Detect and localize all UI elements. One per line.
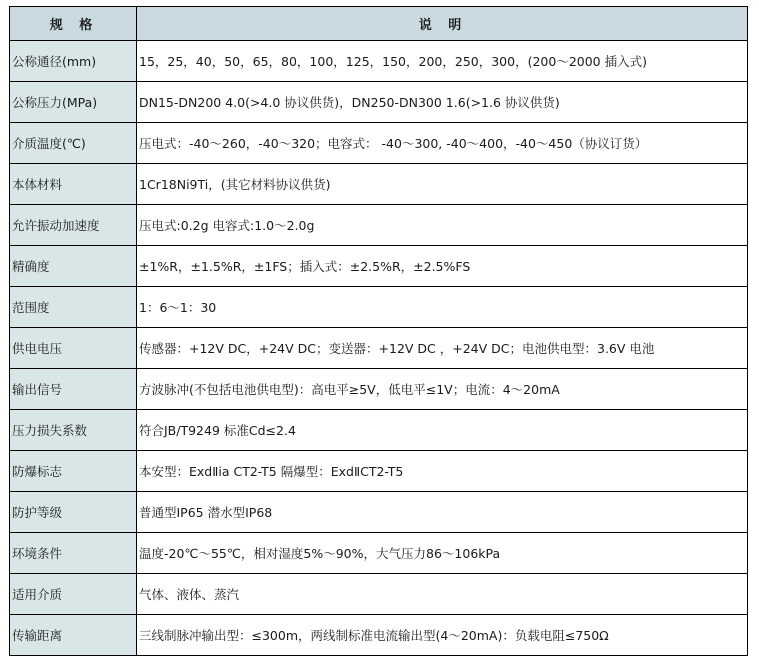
table-row [10,574,748,615]
row-label: 供电电压 [10,328,137,369]
row-label: 压力损失系数 [10,410,137,451]
row-value: DN15-DN200 4.0(>4.0 协议供货)，DN250-DN300 1.6(>1.6 协议供货) [137,82,748,123]
table-row [10,205,748,246]
row-label: 本体材料 [10,164,137,205]
row-value: 温度-20℃～55℃，相对湿度5%～90%，大气压力86～106kPa [137,533,748,574]
row-label: 范围度 [10,287,137,328]
row-label: 适用介质 [10,574,137,615]
table-row [10,533,748,574]
table-row [10,369,748,410]
table-row [10,123,748,164]
row-label: 介质温度(℃) [10,123,137,164]
row-value: 压电式：-40～260，-40～320；电容式： -40～300, -40～400，-40～450（协议订货） [137,123,748,164]
row-label: 输出信号 [10,369,137,410]
table-row [10,492,748,533]
row-value: 本安型：ExdⅡia CT2-T5 隔爆型：ExdⅡCT2-T5 [137,451,748,492]
row-label: 防爆标志 [10,451,137,492]
row-value: 传感器：+12V DC，+24V DC；变送器：+12V DC ，+24V DC；电池供电型：3.6V 电池 [137,328,748,369]
row-value: 气体、液体、蒸汽 [137,574,748,615]
row-label: 公称压力(MPa) [10,82,137,123]
table-row [10,41,748,82]
spec-table [9,6,748,656]
table-row [10,246,748,287]
table-row [10,615,748,656]
table-row [10,328,748,369]
row-label: 环境条件 [10,533,137,574]
row-value: 方波脉冲(不包括电池供电型)：高电平≥5V，低电平≤1V；电流：4～20mA [137,369,748,410]
table-row [10,82,748,123]
row-label: 传输距离 [10,615,137,656]
row-label: 允许振动加速度 [10,205,137,246]
table-row [10,287,748,328]
row-value: 15，25，40，50，65，80，100，125，150，200，250，300，(200～2000 插入式) [137,41,748,82]
table-row [10,164,748,205]
header-spec: 规 格 [10,7,137,41]
row-value: ±1%R，±1.5%R，±1FS；插入式：±2.5%R，±2.5%FS [137,246,748,287]
table-row [10,451,748,492]
row-value: 三线制脉冲输出型：≤300m，两线制标准电流输出型(4～20mA)：负载电阻≤750Ω [137,615,748,656]
row-value: 1Cr18Ni9Ti，(其它材料协议供货) [137,164,748,205]
row-label: 防护等级 [10,492,137,533]
header-description: 说 明 [137,7,748,41]
row-label: 公称通径(mm) [10,41,137,82]
row-label: 精确度 [10,246,137,287]
row-value: 普通型IP65 潜水型IP68 [137,492,748,533]
header-row [10,7,748,41]
row-value: 符合JB/T9249 标准Cd≤2.4 [137,410,748,451]
table-row [10,410,748,451]
row-value: 压电式:0.2g 电容式:1.0～2.0g [137,205,748,246]
row-value: 1：6～1：30 [137,287,748,328]
